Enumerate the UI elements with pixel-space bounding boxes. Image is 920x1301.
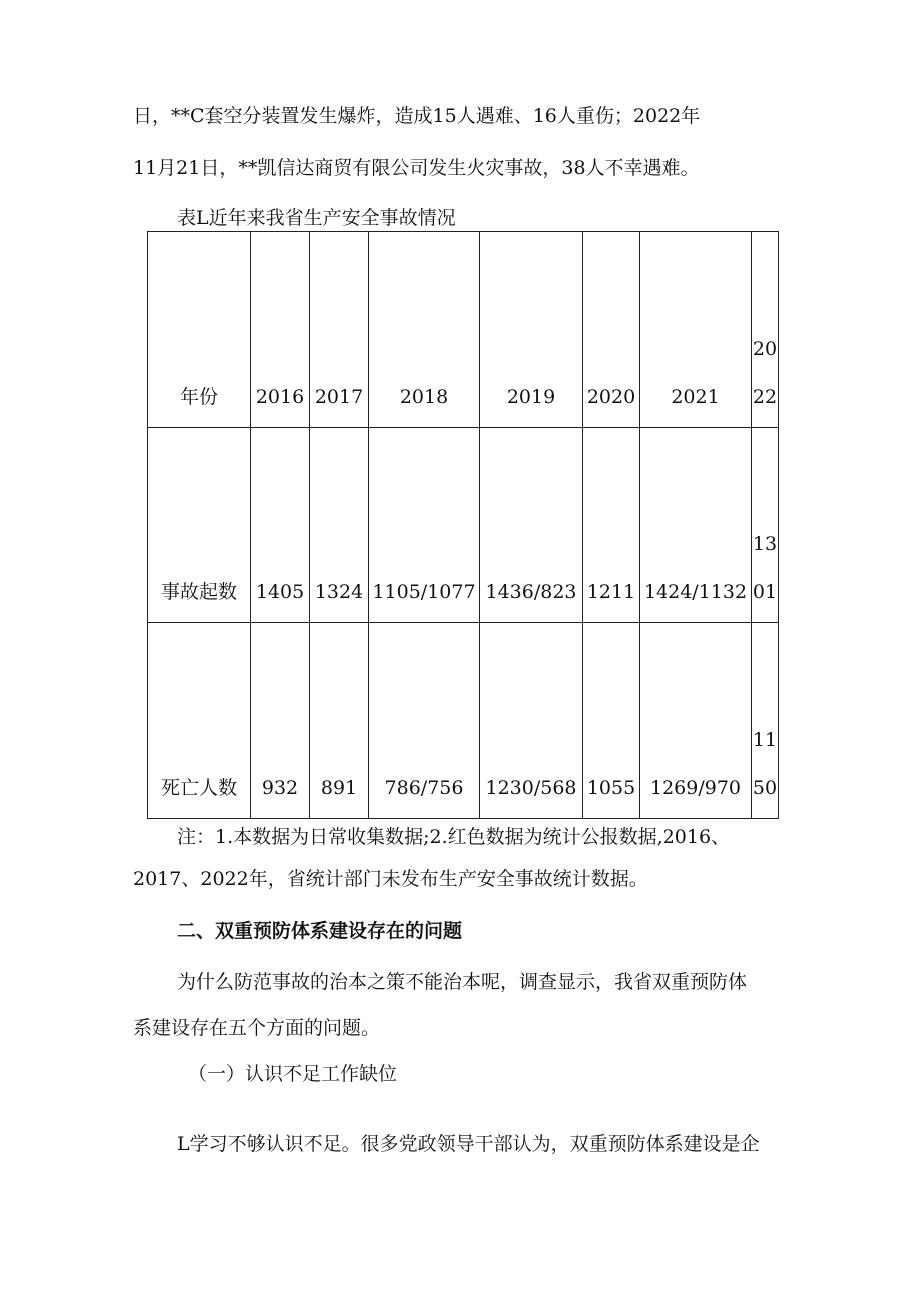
paragraph-1-line-1: 为什么防范事故的治本之策不能治本呢，调查显示，我省双重预防体 bbox=[177, 971, 748, 993]
table-cell: 1301 bbox=[752, 428, 779, 623]
table-cell: 1269/970 bbox=[640, 623, 752, 819]
table-cell: 1424/1132 bbox=[640, 428, 752, 623]
table-cell: 2018 bbox=[369, 232, 480, 428]
table-cell: 死亡人数 bbox=[148, 623, 251, 819]
table-row-deaths bbox=[148, 623, 779, 819]
table-row-year bbox=[148, 232, 779, 428]
paragraph-2-line-1: L学习不够认识不足。很多党政领导干部认为，双重预防体系建设是企 bbox=[177, 1133, 760, 1155]
table-cell: 2021 bbox=[640, 232, 752, 428]
table-cell: 2022 bbox=[752, 232, 779, 428]
table-row-accidents bbox=[148, 428, 779, 623]
table-cell: 1230/568 bbox=[480, 623, 583, 819]
table-cell: 1324 bbox=[310, 428, 369, 623]
table-cell: 2016 bbox=[251, 232, 310, 428]
accident-stats-table bbox=[147, 231, 779, 819]
paragraph-1-line-2: 系建设存在五个方面的问题。 bbox=[133, 1017, 381, 1039]
table-cell: 1150 bbox=[752, 623, 779, 819]
table-cell: 2017 bbox=[310, 232, 369, 428]
body-text-line-2: 11月21日，**凯信达商贸有限公司发生火灾事故，38人不幸遇难。 bbox=[133, 157, 700, 179]
table-cell: 事故起数 bbox=[148, 428, 251, 623]
table-cell: 1105/1077 bbox=[369, 428, 480, 623]
table-note-line-2: 2017、2022年，省统计部门未发布生产安全事故统计数据。 bbox=[133, 868, 648, 890]
table-cell: 1405 bbox=[251, 428, 310, 623]
section-heading: 二、双重预防体系建设存在的问题 bbox=[177, 920, 463, 942]
table-cell: 2020 bbox=[583, 232, 640, 428]
table-cell: 1211 bbox=[583, 428, 640, 623]
body-text-line-1: 日，**C套空分装置发生爆炸，造成15人遇难、16人重伤；2022年 bbox=[133, 105, 701, 127]
table-note-line-1: 注：1.本数据为日常收集数据;2.红色数据为统计公报数据,2016、 bbox=[177, 826, 731, 848]
table-cell: 786/756 bbox=[369, 623, 480, 819]
table-cell: 1055 bbox=[583, 623, 640, 819]
table-cell: 932 bbox=[251, 623, 310, 819]
table-cell: 891 bbox=[310, 623, 369, 819]
table-cell: 2019 bbox=[480, 232, 583, 428]
subheading: （一）认识不足工作缺位 bbox=[188, 1063, 398, 1085]
table-cell: 年份 bbox=[148, 232, 251, 428]
table-caption: 表L近年来我省生产安全事故情况 bbox=[177, 207, 456, 229]
table-cell: 1436/823 bbox=[480, 428, 583, 623]
